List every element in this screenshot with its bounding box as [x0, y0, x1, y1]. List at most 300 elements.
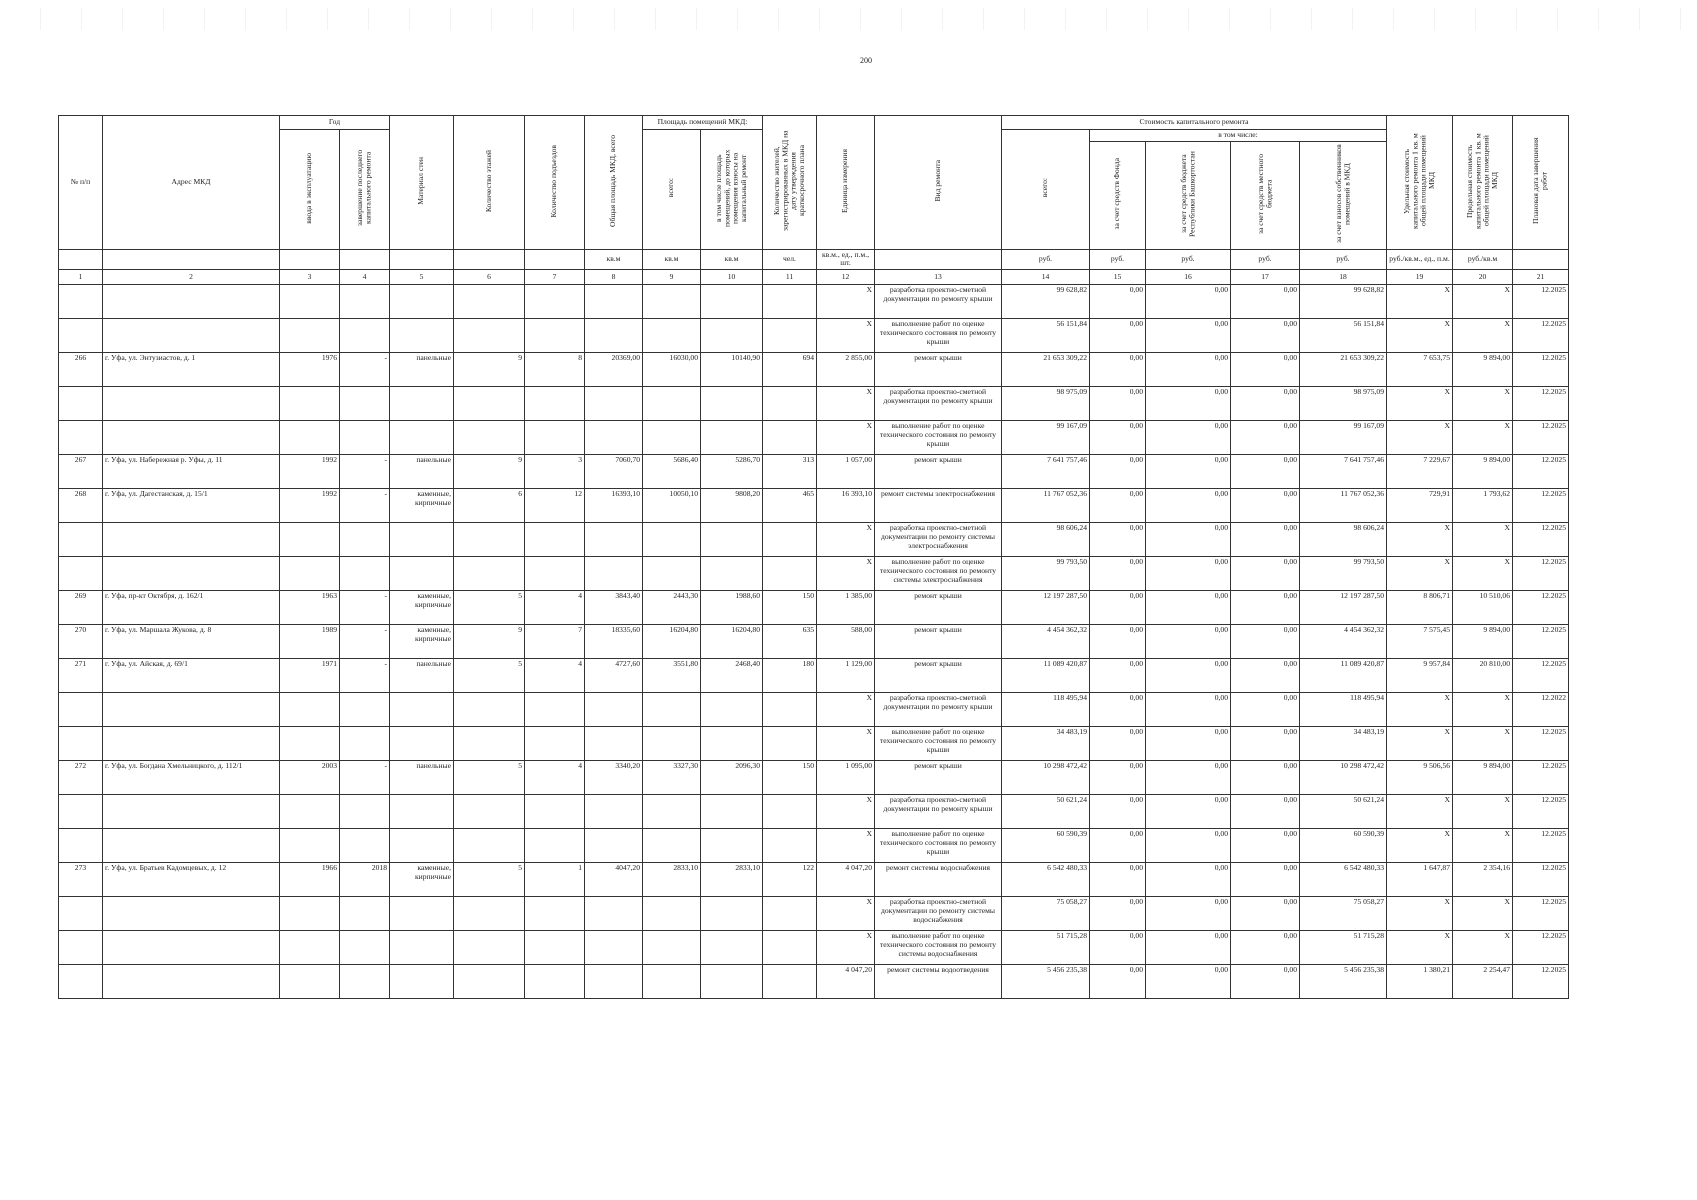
header-residents: Количество жителей, зарегистрированных в МКД на дату утверждения краткосрочного плана	[763, 116, 817, 250]
cell-c19: X	[1387, 387, 1453, 421]
header-cost-sub: в том числе:	[1090, 130, 1387, 142]
cell-fl: 5	[454, 591, 525, 625]
cell-y2: 2018	[340, 863, 390, 897]
cell-res	[763, 693, 817, 727]
cell-ent: 4	[525, 659, 585, 693]
cell-c18: 51 715,28	[1300, 931, 1387, 965]
cell-a1	[643, 829, 701, 863]
cell-unit: X	[817, 727, 875, 761]
cell-y1	[280, 965, 340, 999]
cell-res: 635	[763, 625, 817, 659]
cell-c19: 1 647,87	[1387, 863, 1453, 897]
cell-c20: 1 793,62	[1453, 489, 1513, 523]
cell-ent: 1	[525, 863, 585, 897]
cell-unit: 2 855,00	[817, 353, 875, 387]
column-number: 8	[585, 270, 643, 285]
scan-noise	[0, 8, 1697, 30]
cell-y2	[340, 931, 390, 965]
cell-c19: X	[1387, 931, 1453, 965]
cell-fl: 5	[454, 659, 525, 693]
header-cost-total: всего:	[1002, 130, 1090, 250]
header-unit: Единица измерения	[817, 116, 875, 250]
unit-label: руб.	[1146, 249, 1231, 269]
cell-type: ремонт крыши	[875, 353, 1002, 387]
cell-res: 180	[763, 659, 817, 693]
cell-tot: 4047,20	[585, 863, 643, 897]
cell-c15: 0,00	[1090, 353, 1146, 387]
cell-c18: 11 767 052,36	[1300, 489, 1387, 523]
cell-ent	[525, 931, 585, 965]
cell-res	[763, 897, 817, 931]
cell-res	[763, 557, 817, 591]
cell-c17: 0,00	[1231, 829, 1300, 863]
cell-res	[763, 319, 817, 353]
cell-c19: 7 653,75	[1387, 353, 1453, 387]
cell-c19: X	[1387, 727, 1453, 761]
table-row	[59, 965, 1569, 999]
cell-unit: X	[817, 523, 875, 557]
cell-type: разработка проектно-сметной документации по ремонту системы водоснабжения	[875, 897, 1002, 931]
table-row	[59, 489, 1569, 523]
cell-ent: 4	[525, 591, 585, 625]
cell-n	[59, 319, 103, 353]
cell-a1: 3327,30	[643, 761, 701, 795]
table-row	[59, 863, 1569, 897]
table-row	[59, 387, 1569, 421]
cell-c17: 0,00	[1231, 421, 1300, 455]
cell-tot	[585, 523, 643, 557]
cell-c16: 0,00	[1146, 489, 1231, 523]
header-total-area: Общая площадь МКД, всего	[585, 116, 643, 250]
cell-type: ремонт крыши	[875, 591, 1002, 625]
cell-unit: 1 095,00	[817, 761, 875, 795]
cell-tot: 7060,70	[585, 455, 643, 489]
cell-tot: 3340,20	[585, 761, 643, 795]
cell-c19: X	[1387, 421, 1453, 455]
cell-c18: 60 590,39	[1300, 829, 1387, 863]
cell-mat	[390, 795, 454, 829]
cell-unit: X	[817, 421, 875, 455]
cell-c20: 9 894,00	[1453, 625, 1513, 659]
cell-addr: г. Уфа, пр-кт Октября, д. 162/1	[103, 591, 280, 625]
cell-c21: 12.2025	[1513, 897, 1569, 931]
cell-mat: панельные	[390, 761, 454, 795]
cell-ent	[525, 387, 585, 421]
cell-c15: 0,00	[1090, 387, 1146, 421]
column-number: 15	[1090, 270, 1146, 285]
header-wall-material: Материал стен	[390, 116, 454, 250]
cell-addr: г. Уфа, ул. Набережная р. Уфы, д. 11	[103, 455, 280, 489]
table-row	[59, 353, 1569, 387]
cell-res: 694	[763, 353, 817, 387]
cell-c16: 0,00	[1146, 421, 1231, 455]
cell-c15: 0,00	[1090, 727, 1146, 761]
cell-n	[59, 421, 103, 455]
cell-tot: 16393,10	[585, 489, 643, 523]
cell-n	[59, 795, 103, 829]
cell-ent	[525, 693, 585, 727]
cell-c15: 0,00	[1090, 523, 1146, 557]
unit-label: руб.	[1002, 249, 1090, 269]
column-number-row	[59, 270, 1569, 285]
cell-a1: 2833,10	[643, 863, 701, 897]
cell-type: ремонт системы электроснабжения	[875, 489, 1002, 523]
cell-mat	[390, 897, 454, 931]
unit-label: кв.м	[643, 249, 701, 269]
cell-a2	[701, 931, 763, 965]
cell-c14: 99 628,82	[1002, 285, 1090, 319]
cell-c14: 34 483,19	[1002, 727, 1090, 761]
cell-c17: 0,00	[1231, 319, 1300, 353]
cell-n	[59, 727, 103, 761]
table-row	[59, 761, 1569, 795]
cell-c15: 0,00	[1090, 897, 1146, 931]
unit-label: кв.м., ед., п.м., шт.	[817, 249, 875, 269]
cell-unit: 4 047,20	[817, 965, 875, 999]
cell-c16: 0,00	[1146, 659, 1231, 693]
table-body	[59, 285, 1569, 999]
cell-type: разработка проектно-сметной документации по ремонту крыши	[875, 693, 1002, 727]
cell-unit: 16 393,10	[817, 489, 875, 523]
cell-y1	[280, 319, 340, 353]
cell-c18: 50 621,24	[1300, 795, 1387, 829]
cell-y2: -	[340, 625, 390, 659]
cell-fl	[454, 387, 525, 421]
table-row	[59, 693, 1569, 727]
cell-y1	[280, 421, 340, 455]
cell-y2	[340, 897, 390, 931]
cell-c17: 0,00	[1231, 489, 1300, 523]
cell-ent	[525, 523, 585, 557]
cell-c19: X	[1387, 285, 1453, 319]
cell-c15: 0,00	[1090, 761, 1146, 795]
column-number: 4	[340, 270, 390, 285]
cell-fl	[454, 727, 525, 761]
cell-y1	[280, 387, 340, 421]
cell-type: выполнение работ по оценке технического состояния по ремонту крыши	[875, 319, 1002, 353]
cell-res	[763, 965, 817, 999]
cell-y1	[280, 727, 340, 761]
cell-c15: 0,00	[1090, 625, 1146, 659]
cell-a2	[701, 421, 763, 455]
table-row	[59, 421, 1569, 455]
cell-c18: 5 456 235,38	[1300, 965, 1387, 999]
cell-a1: 16204,80	[643, 625, 701, 659]
cell-a1	[643, 965, 701, 999]
cell-type: ремонт крыши	[875, 761, 1002, 795]
cell-c21: 12.2025	[1513, 761, 1569, 795]
cell-c21: 12.2025	[1513, 353, 1569, 387]
cell-addr	[103, 931, 280, 965]
cell-c14: 12 197 287,50	[1002, 591, 1090, 625]
cell-mat	[390, 319, 454, 353]
cell-c19: X	[1387, 319, 1453, 353]
column-number: 17	[1231, 270, 1300, 285]
cell-mat: каменные, кирпичные	[390, 591, 454, 625]
cell-mat	[390, 965, 454, 999]
cell-mat: панельные	[390, 353, 454, 387]
cell-a1: 2443,30	[643, 591, 701, 625]
cell-c15: 0,00	[1090, 693, 1146, 727]
cell-y1	[280, 829, 340, 863]
cell-a1	[643, 795, 701, 829]
cell-c21: 12.2025	[1513, 863, 1569, 897]
cell-c18: 10 298 472,42	[1300, 761, 1387, 795]
column-number: 13	[875, 270, 1002, 285]
cell-ent	[525, 285, 585, 319]
cell-n	[59, 557, 103, 591]
cell-c20: X	[1453, 693, 1513, 727]
cell-unit: 1 385,00	[817, 591, 875, 625]
cell-unit: X	[817, 829, 875, 863]
cell-c20: X	[1453, 727, 1513, 761]
cell-c17: 0,00	[1231, 353, 1300, 387]
column-number: 1	[59, 270, 103, 285]
cell-c17: 0,00	[1231, 693, 1300, 727]
cell-c16: 0,00	[1146, 523, 1231, 557]
cell-c15: 0,00	[1090, 965, 1146, 999]
cell-c14: 50 621,24	[1002, 795, 1090, 829]
cell-c18: 6 542 480,33	[1300, 863, 1387, 897]
cell-c20: X	[1453, 523, 1513, 557]
cell-n	[59, 897, 103, 931]
cell-tot	[585, 897, 643, 931]
cell-a1	[643, 931, 701, 965]
cell-addr	[103, 897, 280, 931]
table-row	[59, 897, 1569, 931]
cell-a2: 10140,90	[701, 353, 763, 387]
cell-c20: 9 894,00	[1453, 353, 1513, 387]
cell-y1: 1992	[280, 489, 340, 523]
cell-mat: каменные, кирпичные	[390, 863, 454, 897]
cell-res: 122	[763, 863, 817, 897]
cell-addr	[103, 523, 280, 557]
cell-mat: панельные	[390, 659, 454, 693]
cell-y2	[340, 523, 390, 557]
cell-a2	[701, 795, 763, 829]
cell-c18: 98 975,09	[1300, 387, 1387, 421]
cell-c17: 0,00	[1231, 455, 1300, 489]
cell-type: разработка проектно-сметной документации по ремонту системы электроснабжения	[875, 523, 1002, 557]
cell-tot	[585, 387, 643, 421]
cell-y2: -	[340, 591, 390, 625]
cell-c16: 0,00	[1146, 931, 1231, 965]
cell-fl	[454, 557, 525, 591]
cell-y2	[340, 557, 390, 591]
unit-label: руб.	[1300, 249, 1387, 269]
cell-type: ремонт крыши	[875, 455, 1002, 489]
cell-c20: 2 354,16	[1453, 863, 1513, 897]
cell-c16: 0,00	[1146, 455, 1231, 489]
table-row	[59, 285, 1569, 319]
cell-a1	[643, 897, 701, 931]
cell-c15: 0,00	[1090, 863, 1146, 897]
cell-c18: 99 793,50	[1300, 557, 1387, 591]
cell-res	[763, 387, 817, 421]
header-cost-fund: за счет средств Фонда	[1090, 142, 1146, 250]
cell-a1: 16030,00	[643, 353, 701, 387]
cell-c20: X	[1453, 319, 1513, 353]
cell-type: выполнение работ по оценке технического состояния по ремонту крыши	[875, 727, 1002, 761]
column-number: 3	[280, 270, 340, 285]
cell-n	[59, 387, 103, 421]
cell-type: разработка проектно-сметной документации по ремонту крыши	[875, 285, 1002, 319]
cell-c18: 12 197 287,50	[1300, 591, 1387, 625]
cell-c14: 98 606,24	[1002, 523, 1090, 557]
cell-fl: 9	[454, 625, 525, 659]
cell-c18: 118 495,94	[1300, 693, 1387, 727]
cell-ent	[525, 557, 585, 591]
cell-a2: 1988,60	[701, 591, 763, 625]
unit-label: руб.	[1090, 249, 1146, 269]
cell-tot: 4727,60	[585, 659, 643, 693]
column-number: 10	[701, 270, 763, 285]
column-number: 7	[525, 270, 585, 285]
cell-c14: 75 058,27	[1002, 897, 1090, 931]
cell-mat	[390, 829, 454, 863]
cell-fl	[454, 965, 525, 999]
table-row	[59, 557, 1569, 591]
cell-c14: 99 793,50	[1002, 557, 1090, 591]
cell-c14: 5 456 235,38	[1002, 965, 1090, 999]
cell-ent	[525, 965, 585, 999]
cell-fl	[454, 829, 525, 863]
cell-a1	[643, 387, 701, 421]
cell-y2	[340, 829, 390, 863]
cell-c15: 0,00	[1090, 557, 1146, 591]
cell-a2	[701, 727, 763, 761]
cell-c16: 0,00	[1146, 625, 1231, 659]
cell-n	[59, 523, 103, 557]
cell-a1	[643, 523, 701, 557]
cell-fl	[454, 319, 525, 353]
cell-c14: 98 975,09	[1002, 387, 1090, 421]
cell-c18: 7 641 757,46	[1300, 455, 1387, 489]
cell-c20: 9 894,00	[1453, 761, 1513, 795]
cell-fl: 9	[454, 353, 525, 387]
cell-y1: 1976	[280, 353, 340, 387]
page-number: 200	[860, 56, 872, 65]
cell-fl: 5	[454, 863, 525, 897]
cell-a2: 2096,30	[701, 761, 763, 795]
cell-c17: 0,00	[1231, 965, 1300, 999]
cell-addr: г. Уфа, ул. Братьев Кадомцевых, д. 12	[103, 863, 280, 897]
cell-c21: 12.2025	[1513, 421, 1569, 455]
cell-n: 273	[59, 863, 103, 897]
cell-c15: 0,00	[1090, 455, 1146, 489]
cell-c20: X	[1453, 387, 1513, 421]
cell-a2	[701, 285, 763, 319]
cell-y2: -	[340, 489, 390, 523]
cell-fl: 6	[454, 489, 525, 523]
cell-c14: 11 767 052,36	[1002, 489, 1090, 523]
header-entrances: Количество подъездов	[525, 116, 585, 250]
cell-c17: 0,00	[1231, 285, 1300, 319]
column-number: 11	[763, 270, 817, 285]
cell-n: 267	[59, 455, 103, 489]
cell-y1	[280, 931, 340, 965]
cell-n	[59, 965, 103, 999]
cell-c16: 0,00	[1146, 795, 1231, 829]
cell-c16: 0,00	[1146, 557, 1231, 591]
header-planned-date: Плановая дата завершения работ	[1513, 116, 1569, 250]
cell-n: 266	[59, 353, 103, 387]
table-row	[59, 931, 1569, 965]
cell-c16: 0,00	[1146, 387, 1231, 421]
cell-a2	[701, 693, 763, 727]
cell-addr: г. Уфа, ул. Дагестанская, д. 15/1	[103, 489, 280, 523]
cell-c21: 12.2025	[1513, 829, 1569, 863]
cell-res	[763, 727, 817, 761]
cell-y2	[340, 693, 390, 727]
cell-addr	[103, 421, 280, 455]
cell-c21: 12.2025	[1513, 455, 1569, 489]
cell-c19: X	[1387, 557, 1453, 591]
table-row	[59, 829, 1569, 863]
header-year-group: Год	[280, 116, 390, 130]
cell-n: 272	[59, 761, 103, 795]
cell-c18: 21 653 309,22	[1300, 353, 1387, 387]
cell-y1	[280, 557, 340, 591]
table-row	[59, 319, 1569, 353]
cell-c16: 0,00	[1146, 761, 1231, 795]
cell-c17: 0,00	[1231, 387, 1300, 421]
cell-a1	[643, 319, 701, 353]
cell-ent: 12	[525, 489, 585, 523]
cell-c16: 0,00	[1146, 829, 1231, 863]
cell-c18: 98 606,24	[1300, 523, 1387, 557]
cell-c14: 60 590,39	[1002, 829, 1090, 863]
cell-c20: 10 510,06	[1453, 591, 1513, 625]
cell-y1: 1966	[280, 863, 340, 897]
cell-c21: 12.2025	[1513, 625, 1569, 659]
cell-type: разработка проектно-сметной документации по ремонту крыши	[875, 795, 1002, 829]
cell-y2	[340, 421, 390, 455]
cell-c18: 4 454 362,32	[1300, 625, 1387, 659]
cell-a2	[701, 557, 763, 591]
cell-mat	[390, 727, 454, 761]
cell-addr	[103, 557, 280, 591]
cell-type: выполнение работ по оценке технического состояния по ремонту системы водоснабжения	[875, 931, 1002, 965]
cell-c21: 12.2025	[1513, 523, 1569, 557]
cell-n: 269	[59, 591, 103, 625]
column-number: 6	[454, 270, 525, 285]
cell-c17: 0,00	[1231, 727, 1300, 761]
cell-c21: 12.2025	[1513, 319, 1569, 353]
cell-c17: 0,00	[1231, 523, 1300, 557]
cell-c19: X	[1387, 523, 1453, 557]
cell-addr: г. Уфа, ул. Богдана Хмельницкого, д. 112/1	[103, 761, 280, 795]
cell-y1	[280, 897, 340, 931]
cell-type: выполнение работ по оценке технического состояния по ремонту крыши	[875, 421, 1002, 455]
cell-c19: X	[1387, 795, 1453, 829]
cell-mat	[390, 693, 454, 727]
cell-y2	[340, 965, 390, 999]
column-number: 18	[1300, 270, 1387, 285]
cell-a1: 3551,80	[643, 659, 701, 693]
cell-a1	[643, 693, 701, 727]
cell-a2: 16204,80	[701, 625, 763, 659]
cell-n: 271	[59, 659, 103, 693]
cell-c17: 0,00	[1231, 659, 1300, 693]
header-cost-republic: за счет средств бюджета Республики Башкортостан	[1146, 142, 1231, 250]
unit-label: кв.м	[585, 249, 643, 269]
cell-res	[763, 795, 817, 829]
cell-ent: 8	[525, 353, 585, 387]
cell-ent	[525, 727, 585, 761]
cell-tot	[585, 931, 643, 965]
cell-c14: 11 089 420,87	[1002, 659, 1090, 693]
